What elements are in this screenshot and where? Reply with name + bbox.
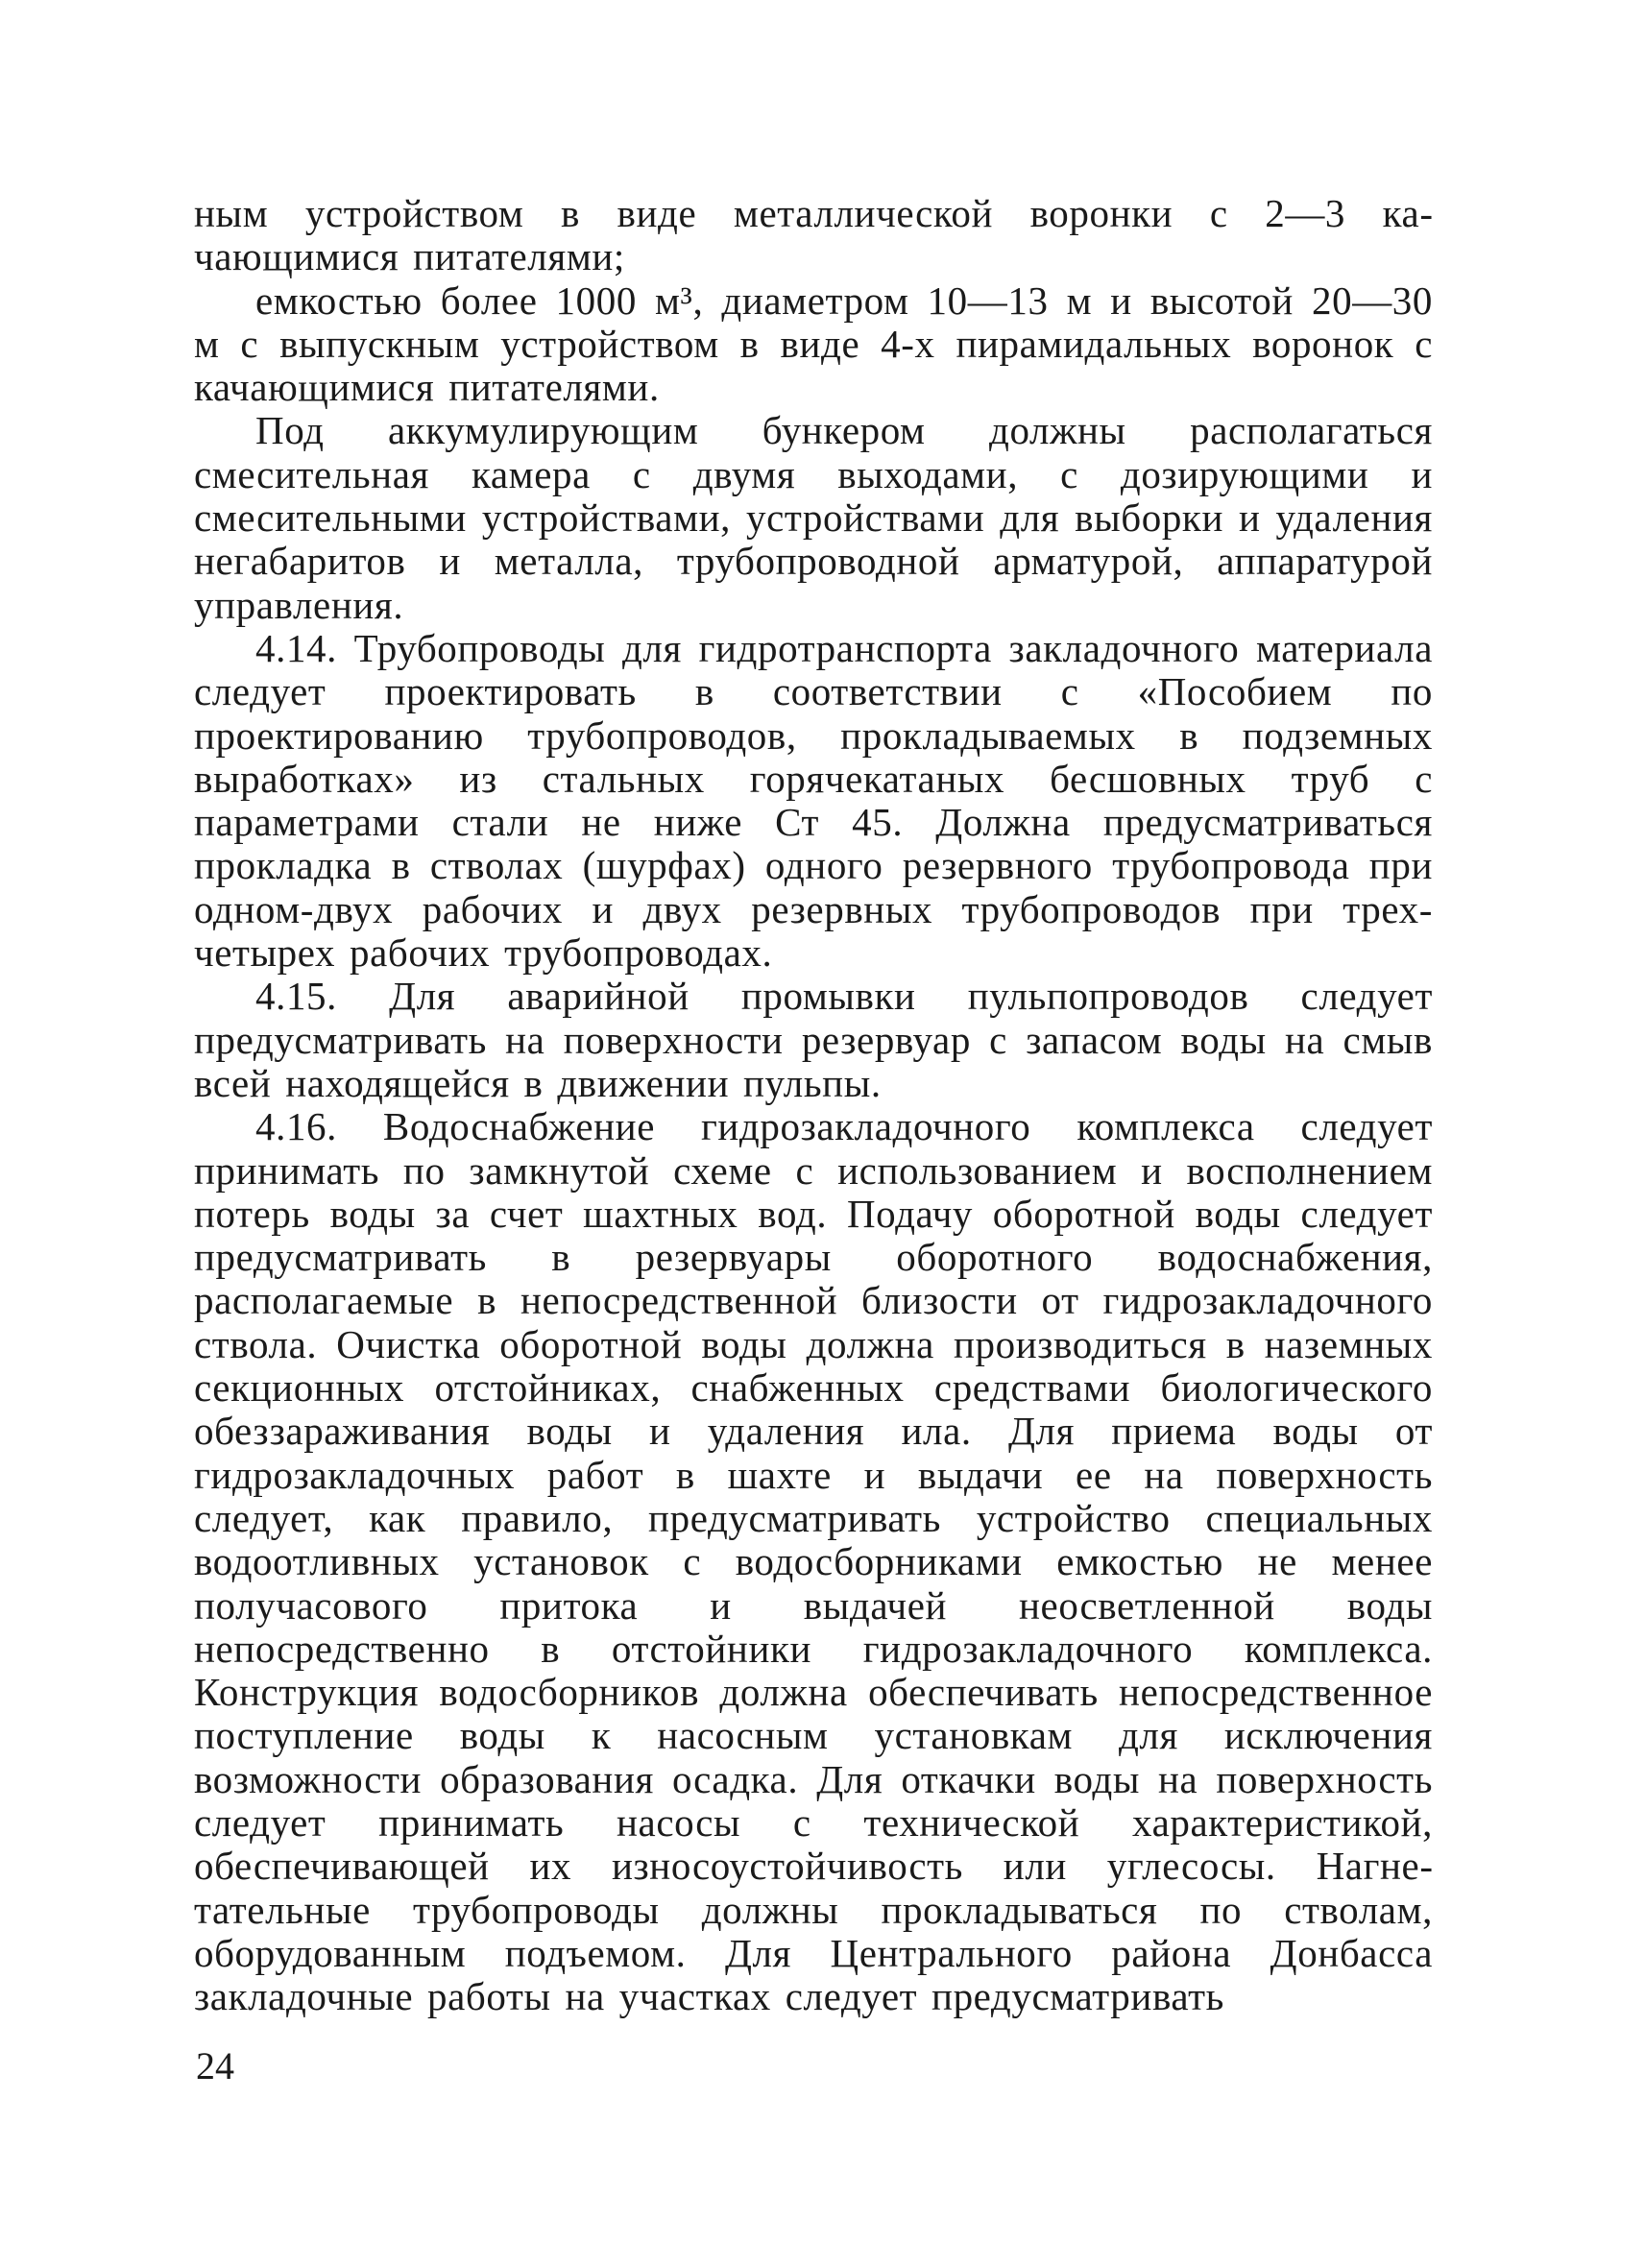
- paragraph-4-14: 4.14. Трубопроводы для гидротранспорта закладочного материала следует проектировать в соответствии с «Пособием по проектированию трубопроводов, прокладываемых в подземных выработках» из стальных горячекатаных бесшовных труб с параметрами стали не ниже Ст 45. Должна предусматриваться прокладка в стволах (шурфах) одного резервного трубопровода при одном-двух рабочих и двух резервных трубопроводов при трех-четырех рабочих трубопроводах.: [194, 625, 1433, 976]
- page-number: 24: [196, 2044, 234, 2087]
- paragraph-capacity-over-1000: емкостью более 1000 м³, диаметром 10—13 м и высотой 20—30 м с выпускным устройством в виде 4-х пирамидальных воронок с качающимися питателями.: [194, 277, 1433, 410]
- paragraph-4-16: 4.16. Водоснабжение гидрозакладочного комплекса следует принимать по замкнутой схеме с использованием и восполнением потерь воды за счет шахтных вод. Подачу оборотной воды следует предусматривать в резервуары оборотного водоснабжения, располагаемые в непосредственной близости от гидрозакладочного ствола. Очистка оборотной воды должна производиться в наземных секционных отстойниках, снабженных средствами биологического обеззараживания воды и удаления ила. Для приема воды от гидрозакладочных работ в шахте и выдачи ее на поверхность следует, как правило, предусматривать устройство специальных водоотливных установок с водосборниками емкостью не менее получасового притока и выдачей неосветленной воды непосредственно в отстойники гидрозакладочного комплекса. Конструкция водосборников должна обеспечивать непосредственное поступление воды к насосным установкам для исключения возможности образования осадка. Для откачки воды на поверхность следует принимать насосы с технической характеристикой, обеспечивающей их износоустойчивость или углесосы. Нагнетательные трубопроводы должны прокладываться по стволам, оборудованным подъемом. Для Центрального района Донбасса закладочные работы на участках следует предусматривать: [194, 1104, 1433, 2019]
- body-text: [194, 192, 1433, 2018]
- paragraph-continuation: ным устройством в виде металлической воронки с 2—3 качающимися питателями;: [194, 191, 1433, 279]
- paragraph-mixing-chamber: Под аккумулирующим бункером должны располагаться смесительная камера с двумя выходами, с дозирующими и смесительными устройствами, устройствами для выборки и удаления негабаритов и металла, трубопроводной арматурой, аппаратурой управления.: [194, 408, 1433, 627]
- paragraph-4-15: 4.15. Для аварийной промывки пульпопроводов следует предусматривать на поверхности резервуар с запасом воды на смыв всей находящейся в движении пульпы.: [194, 974, 1433, 1105]
